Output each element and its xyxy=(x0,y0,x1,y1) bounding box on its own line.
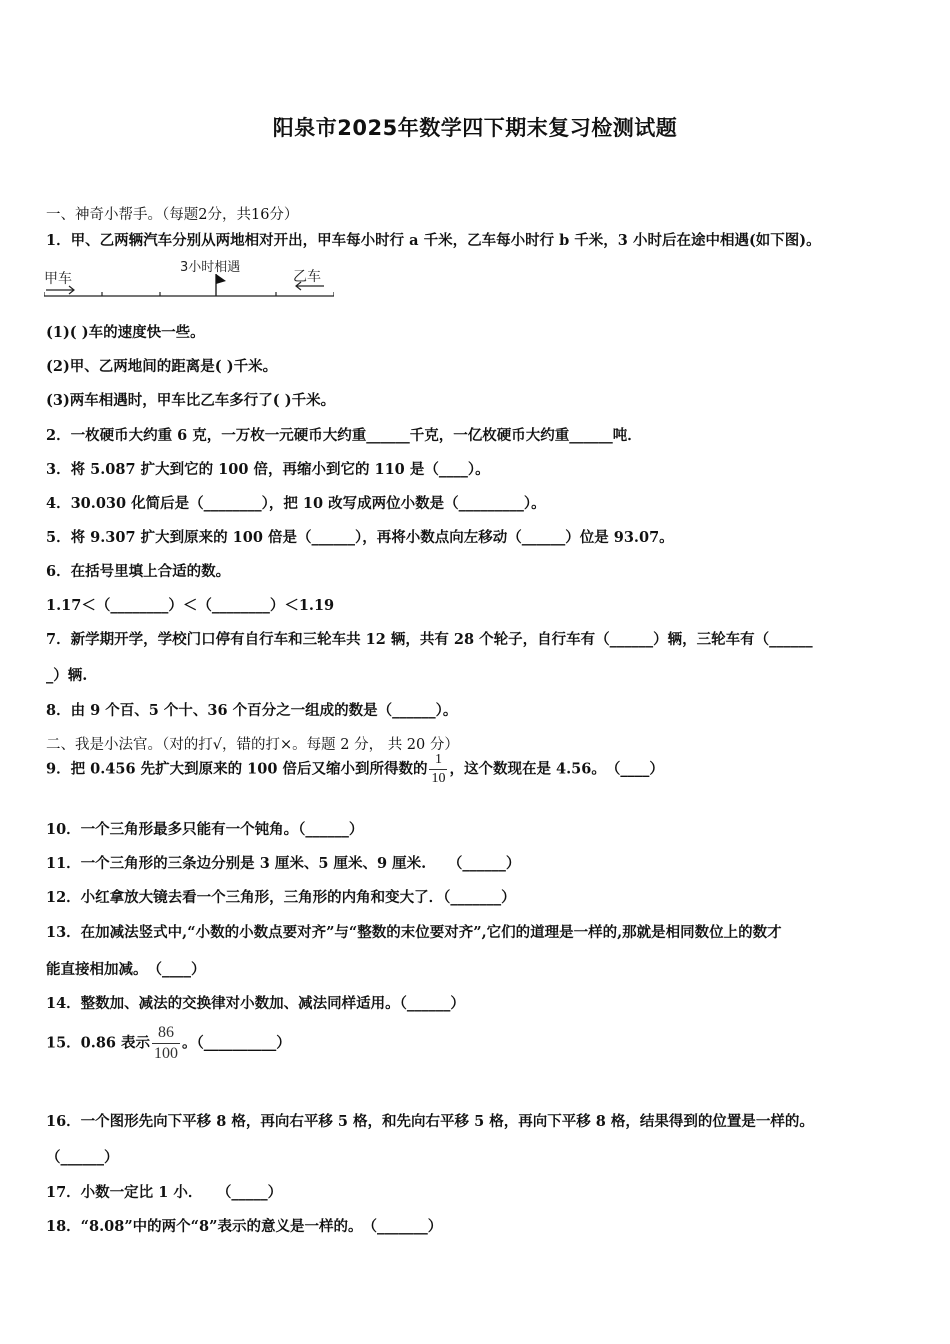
fraction-denominator: 10 xyxy=(431,771,446,786)
question-17: 17．小数一定比 1 小． （_____） xyxy=(46,1184,283,1201)
question-15 xyxy=(46,1025,291,1062)
question-1-2: (2)甲、乙两地间的距离是( )千米。 xyxy=(46,358,278,375)
question-16: 16．一个图形先向下平移 8 格，再向右平移 5 格，和先向右平移 5 格，再向下平移 8 格，结果得到的位置是一样的。 xyxy=(46,1113,814,1130)
meeting-diagram xyxy=(44,254,334,304)
question-13: 13．在加减法竖式中,“小数的小数点要对齐”与“整数的末位要对齐”,它们的道理是一样的,那就是相同数位上的数才 xyxy=(46,924,782,941)
question-5: 5．将 9.307 扩大到原来的 100 倍是（______），再将小数点向左移动（______）位是 93.07。 xyxy=(46,529,674,546)
section-1-heading: 一、神奇小帮手。（每题2分，共16分） xyxy=(46,207,299,223)
question-6-expression: 1.17＜（________）＜（________）＜1.19 xyxy=(46,597,335,614)
question-1: 1．甲、乙两辆汽车分别从两地相对开出，甲车每小时行 a 千米，乙车每小时行 b 千米，3 小时后在途中相遇(如下图)。 xyxy=(46,232,821,249)
question-9-text-a: 9．把 0.456 先扩大到原来的 100 倍后又缩小到所得数的 xyxy=(46,760,428,778)
diagram-meet-label: 3小时相遇 xyxy=(180,260,241,275)
question-6: 6．在括号里填上合适的数。 xyxy=(46,563,231,580)
diagram-right-label: 乙车 xyxy=(293,269,321,285)
question-1-1: (1)( )车的速度快一些。 xyxy=(46,324,205,341)
question-10: 10．一个三角形最多只能有一个钝角。（______） xyxy=(46,821,364,838)
question-9 xyxy=(46,753,664,786)
question-18: 18．“8.08”中的两个“8”表示的意义是一样的。 （_______） xyxy=(46,1218,443,1235)
fraction-denominator: 100 xyxy=(154,1045,179,1062)
question-3: 3．将 5.087 扩大到它的 100 倍，再缩小到它的 110 是（____）。 xyxy=(46,461,490,478)
question-7-continued: _）辆. xyxy=(46,667,88,684)
fraction-numerator: 86 xyxy=(158,1024,175,1041)
section-2-heading: 二、我是小法官。（对的打√，错的打×。每题 2 分， 共 20 分） xyxy=(46,737,459,753)
question-15-text-b: 。（__________） xyxy=(182,1034,291,1052)
diagram-left-label: 甲车 xyxy=(44,271,72,287)
question-13-continued: 能直接相加减。 （____） xyxy=(46,961,206,978)
question-9-text-b: ，这个数现在是 4.56。 （____） xyxy=(449,760,664,778)
fraction-one-tenth xyxy=(429,753,447,786)
question-8: 8．由 9 个百、5 个十、36 个百分之一组成的数是（______）。 xyxy=(46,702,458,719)
fraction-86-100 xyxy=(152,1025,180,1062)
question-4: 4．30.030 化简后是（________），把 10 改写成两位小数是（_________）。 xyxy=(46,495,546,512)
page-title: 阳泉市2025年数学四下期末复习检测试题 xyxy=(272,116,678,140)
question-1-3: (3)两车相遇时，甲车比乙车多行了( )千米。 xyxy=(46,392,336,409)
question-11: 11．一个三角形的三条边分别是 3 厘米、5 厘米、9 厘米. （______） xyxy=(46,855,521,872)
question-16-continued: （______） xyxy=(46,1149,119,1166)
fraction-numerator: 1 xyxy=(434,752,442,767)
question-15-text-a: 15．0.86 表示 xyxy=(46,1034,151,1052)
question-12: 12．小红拿放大镜去看一个三角形，三角形的内角和变大了．（_______） xyxy=(46,889,516,906)
question-14: 14．整数加、减法的交换律对小数加、减法同样适用。（______） xyxy=(46,995,465,1012)
question-7: 7．新学期开学，学校门口停有自行车和三轮车共 12 辆，共有 28 个轮子，自行车有（______）辆，三轮车有（______ xyxy=(46,631,813,648)
question-2: 2．一枚硬币大约重 6 克，一万枚一元硬币大约重______千克，一亿枚硬币大约重______吨． xyxy=(46,427,642,444)
